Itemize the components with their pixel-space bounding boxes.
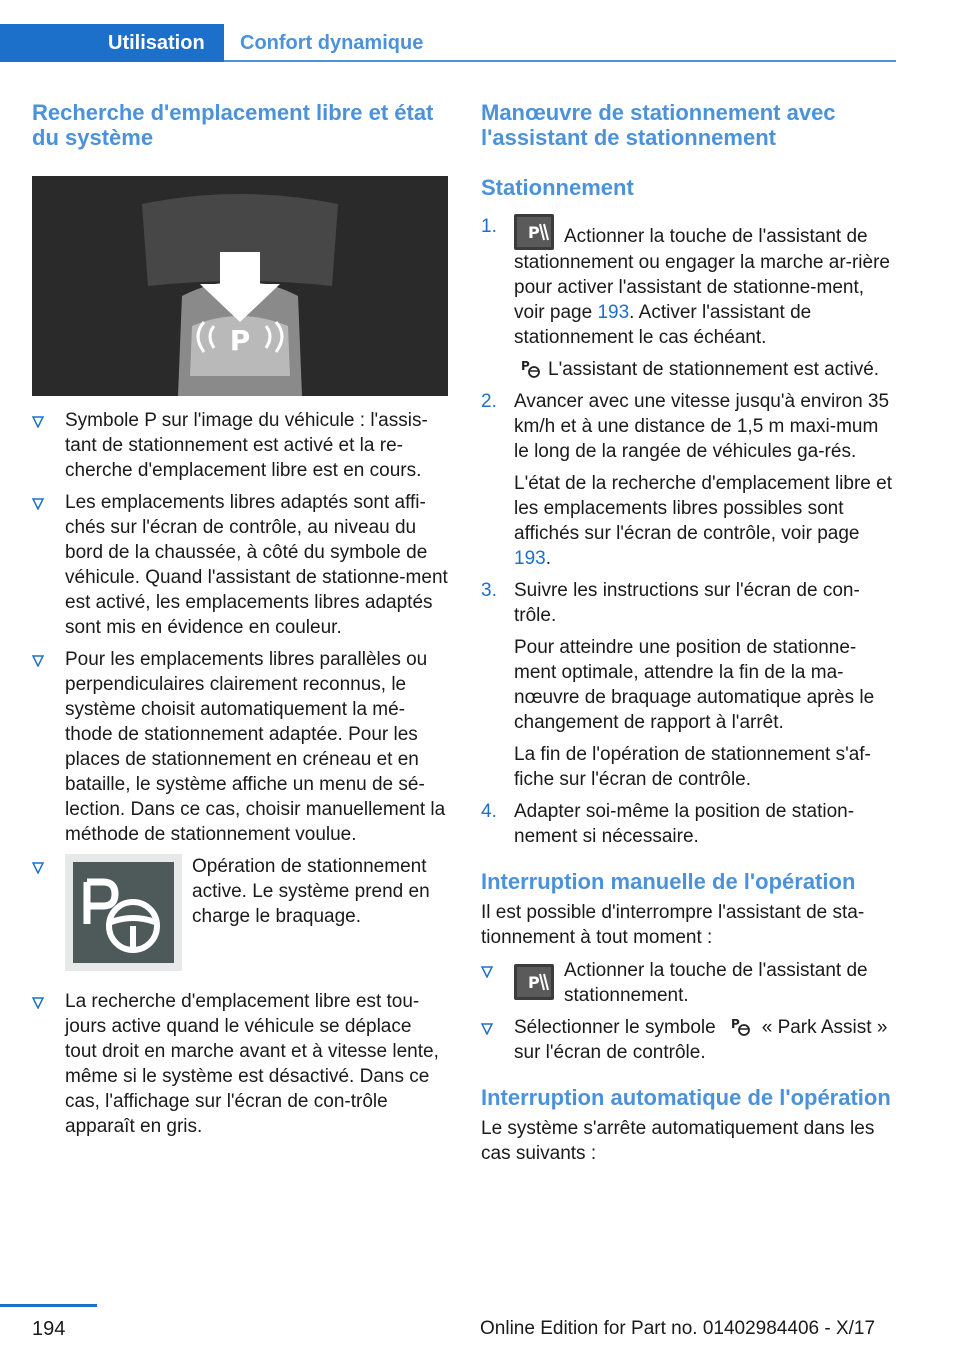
- subsection-interruption-manuelle: Interruption manuelle de l'opération: [481, 869, 856, 894]
- park-assist-button-icon: [514, 214, 554, 250]
- edition-info: Online Edition for Part no. 01402984406 - X/17: [480, 1318, 876, 1339]
- section-title-right: Manœuvre de stationnement avec l'assistant de stationnement: [481, 100, 836, 150]
- list-item: P Actionner la touche de l'assistant de stationnement.: [481, 958, 897, 1008]
- vehicle-illustration: [32, 176, 448, 396]
- tab-confort-dynamique[interactable]: Confort dynamique: [240, 32, 424, 54]
- footer-rule: [0, 1304, 97, 1307]
- list-item: 1. P Actionner la touche de l'assistant de stationnement ou engager la marche ar-rière pour activer l'assistant de stationne-ment, voir page 193. Activer l'assistant de stationnement le cas échéant. P L'assistant de stationnement est activé.: [481, 216, 890, 380]
- subsection-stationnement: Stationnement: [481, 175, 634, 200]
- svg-text:P: P: [730, 1017, 740, 1031]
- subsection-interruption-automatique: Interruption automatique de l'opération: [481, 1085, 891, 1110]
- car-top-view-icon: [32, 176, 448, 396]
- left-column: [32, 100, 448, 1146]
- interruption-automatique-text: Le système s'arrête automatiquement dans les cas suivants :: [481, 1118, 875, 1164]
- bullet-triangle-icon: [32, 416, 44, 428]
- svg-text:P: P: [521, 359, 530, 373]
- right-column: [481, 100, 897, 1166]
- list-item: La recherche d'emplacement libre est tou-jours active quand le véhicule se déplace tout droit en marche avant et à vitesse lente, même si le système est désactivé. Dans ce cas, l'affichage sur l'écran de con-trôle apparaît en gris.: [32, 989, 448, 1139]
- section-title-left: Recherche d'emplacement libre et état du système: [32, 100, 434, 150]
- interruption-manuelle-text: Il est possible d'interrompre l'assistant de sta-tionnement à tout moment :: [481, 902, 865, 948]
- header: [0, 0, 960, 62]
- page-link[interactable]: 193: [597, 302, 630, 323]
- list-item: Sélectionner le symbole P « Park Assist » sur l'écran de contrôle.: [481, 1015, 897, 1065]
- list-item: Les emplacements libres adaptés sont affi-chés sur l'écran de contrôle, au niveau du bord de la chaussée, à côté du symbole de véhicule. Quand l'assistant de stationne-ment est activé, les emplacements libres adaptés sont mis en évidence en couleur.: [32, 490, 448, 640]
- park-steering-icon: [65, 854, 182, 971]
- bullet-triangle-icon: [32, 997, 44, 1009]
- tab-utilisation[interactable]: Utilisation: [0, 24, 224, 62]
- bullet-triangle-icon: [32, 862, 44, 874]
- left-bullet-list: [32, 408, 448, 1139]
- park-assist-symbol-icon: [520, 357, 542, 379]
- interruption-bullet-list: [481, 958, 897, 1065]
- svg-text:P: P: [528, 973, 540, 992]
- header-rule: [224, 60, 896, 62]
- page-link[interactable]: 193: [514, 548, 546, 569]
- bullet-triangle-icon: [481, 966, 493, 978]
- list-item: 4. Adapter soi-même la position de station-nement si nécessaire.: [481, 801, 855, 847]
- bullet-triangle-icon: [32, 498, 44, 510]
- list-item: Symbole P sur l'image du véhicule : l'assis-tant de stationnement est activé et la re-cherche d'emplacement libre est en cours.: [32, 408, 448, 483]
- list-item: 2. Avancer avec une vitesse jusqu'à environ 35 km/h et à une distance de 1,5 m maxi-mum le long de la rangée de véhicules ga-rés. L'état de la recherche d'emplacement libre et les emplacements libres possibles sont affichés sur l'écran de contrôle, voir page 193.: [481, 391, 892, 569]
- list-item: Pour les emplacements libres parallèles ou perpendiculaires clairement reconnus, le système choisit automatiquement la mé-thode de stationnement adaptée. Pour les places de stationnement en créneau et en bataille, le système affiche un menu de sé-lection. Dans ce cas, choisir manuellement la méthode de stationnement voulue.: [32, 647, 448, 847]
- svg-text:P: P: [528, 223, 540, 242]
- park-assist-symbol-icon: [730, 1015, 752, 1037]
- page-number: 194: [32, 1318, 66, 1340]
- list-item: 3. Suivre les instructions sur l'écran de con-trôle. Pour atteindre une position de stationne-ment optimale, attendre la fin de la ma-nœuvre de braquage automatique après le changement de rapport à l'arrêt. La fin de l'opération de stationnement s'af-fiche sur l'écran de contrôle.: [481, 580, 875, 790]
- bullet-triangle-icon: [32, 655, 44, 667]
- park-symbol-label: P: [229, 324, 251, 357]
- park-assist-button-icon: [514, 964, 554, 1000]
- steps-list: [481, 214, 897, 849]
- list-item: Opération de stationnement active. Le système prend en charge le braquage.: [32, 854, 448, 971]
- bullet-triangle-icon: [481, 1023, 493, 1035]
